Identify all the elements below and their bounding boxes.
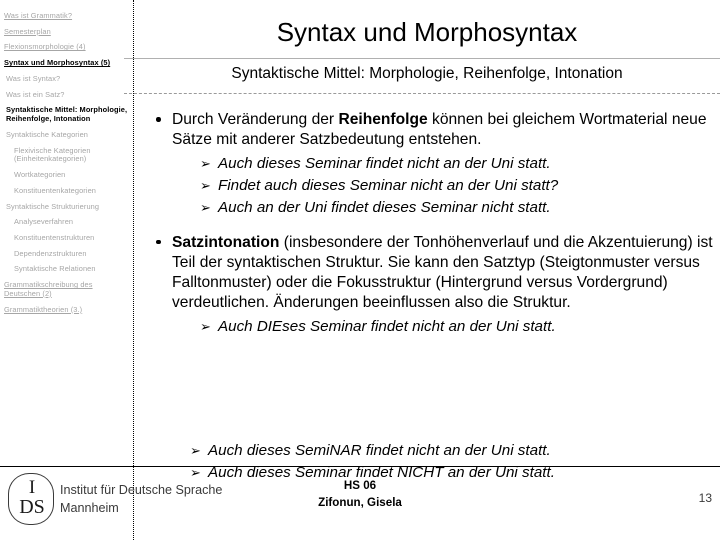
outline-item-konstituentenstrukturen[interactable]: Konstituentenstrukturen bbox=[14, 233, 95, 243]
lecturer-name: Zifonun, Gisela bbox=[318, 495, 402, 509]
title-divider bbox=[124, 58, 720, 59]
outline-item-semesterplan[interactable]: Semesterplan bbox=[4, 26, 51, 36]
outline-item-flexionsmorphologie[interactable]: Flexionsmorphologie (4) bbox=[4, 42, 86, 52]
outline-item-grammatikschreibung[interactable]: Grammatikschreibung des Deutschen (2) bbox=[4, 280, 93, 298]
example-bullet bbox=[134, 440, 720, 462]
page-number: 13 bbox=[698, 491, 712, 505]
slide-body bbox=[144, 110, 720, 338]
arrowhead-icon: ➢ bbox=[200, 155, 211, 171]
example-text: Auch dieses SemiNAR findet nicht an der Uni statt. bbox=[208, 442, 551, 459]
example-bullet bbox=[134, 462, 720, 484]
example-text: Auch dieses Seminar findet nicht an der Uni statt. bbox=[218, 154, 551, 172]
outline-item-grammatiktheorien[interactable]: Grammatiktheorien (3.) bbox=[4, 304, 83, 314]
subtitle-divider bbox=[124, 93, 720, 94]
slide-subtitle: Syntaktische Mittel: Morphologie, Reihenfolge, Intonation bbox=[231, 65, 623, 82]
example-bullet bbox=[144, 153, 720, 175]
outline-sidebar[interactable] bbox=[0, 0, 134, 540]
arrowhead-icon: ➢ bbox=[200, 318, 211, 334]
example-text: Auch dieses Seminar findet NICHT an der Uni statt. bbox=[208, 464, 555, 482]
arrowhead-icon: ➢ bbox=[200, 177, 211, 193]
outline-item-syntax-und-morphosyntax[interactable]: Syntax und Morphosyntax (5) bbox=[4, 58, 111, 68]
example-bullet bbox=[144, 175, 720, 197]
outline-item-wortkategorien[interactable]: Wortkategorien bbox=[14, 170, 66, 180]
example-text: Auch an der Uni findet dieses Seminar nicht statt. bbox=[218, 199, 551, 217]
overflow-examples bbox=[134, 440, 720, 485]
outline-item-was-ist-syntax[interactable]: Was ist Syntax? bbox=[6, 73, 61, 83]
logo-letter-i: I bbox=[28, 477, 36, 498]
slide-title: Syntax und Morphosyntax bbox=[276, 17, 578, 47]
outline-item-was-ist-grammatik[interactable]: Was ist Grammatik? bbox=[4, 11, 73, 20]
institute-line-1: Institut für Deutsche Sprache bbox=[60, 483, 223, 497]
example-text: Findet auch dieses Seminar nicht an der Uni statt? bbox=[218, 176, 559, 194]
bullet1-part1: Durch Veränderung der bbox=[172, 111, 339, 128]
example-text: Auch DIEses Seminar findet nicht an der Uni statt. bbox=[218, 317, 556, 335]
outline-item-syntaktische-mittel[interactable]: Syntaktische Mittel: Morphologie, Reihenfolge, Intonation bbox=[6, 105, 128, 124]
course-code: HS 06 bbox=[343, 479, 377, 492]
outline-item-syntaktische-relationen[interactable]: Syntaktische Relationen bbox=[14, 264, 96, 274]
outline-item-was-ist-ein-satz[interactable]: Was ist ein Satz? bbox=[6, 89, 65, 99]
spacer bbox=[144, 220, 720, 233]
example-bullet bbox=[144, 197, 720, 219]
outline-item-konstituentenkategorien[interactable]: Konstituentenkategorien bbox=[14, 185, 97, 195]
bullet-dot-icon bbox=[156, 117, 161, 122]
logo-letter-ds: DS bbox=[19, 496, 45, 518]
bullet1-emphasis: Reihenfolge bbox=[338, 111, 428, 128]
bullet1-part2: können bei gleichem Wortmaterial neue Sätze mit anderer Satzbedeutung entstehen. bbox=[172, 111, 707, 149]
outline-item-syntaktische-strukturierung[interactable]: Syntaktische Strukturierung bbox=[6, 201, 100, 211]
outline-item-syntaktische-kategorien[interactable]: Syntaktische Kategorien bbox=[6, 129, 89, 139]
arrowhead-icon: ➢ bbox=[190, 443, 201, 458]
outline-item-flexivische-kategorien[interactable]: Flexivische Kategorien (Einheitenkategorien) bbox=[14, 145, 91, 164]
outline-item-dependenzstrukturen[interactable]: Dependenzstrukturen bbox=[14, 248, 87, 258]
example-bullet bbox=[144, 316, 720, 338]
main-bullet-satzintonation bbox=[144, 233, 720, 314]
bullet2-text: (insbesondere der Tonhöhenverlauf und die Akzentuierung) ist Teil der syntaktischen Struktur. Sie kann den Satztyp (Steigtonmuster versus Falltonmuster) oder die Fokusstruktur (Hintergrund versus Vordergrund) verdeutlichen. Änderungen beeinflussen also die Struktur. bbox=[172, 233, 713, 312]
outline-item-analyseverfahren[interactable]: Analyseverfahren bbox=[14, 217, 74, 227]
arrowhead-icon: ➢ bbox=[200, 200, 211, 216]
bullet-dot-icon bbox=[156, 240, 161, 245]
institute-line-2: Mannheim bbox=[60, 501, 119, 516]
arrowhead-icon: ➢ bbox=[190, 465, 201, 481]
main-bullet-reihenfolge bbox=[144, 110, 720, 151]
bullet2-emphasis: Satzintonation bbox=[172, 233, 280, 251]
